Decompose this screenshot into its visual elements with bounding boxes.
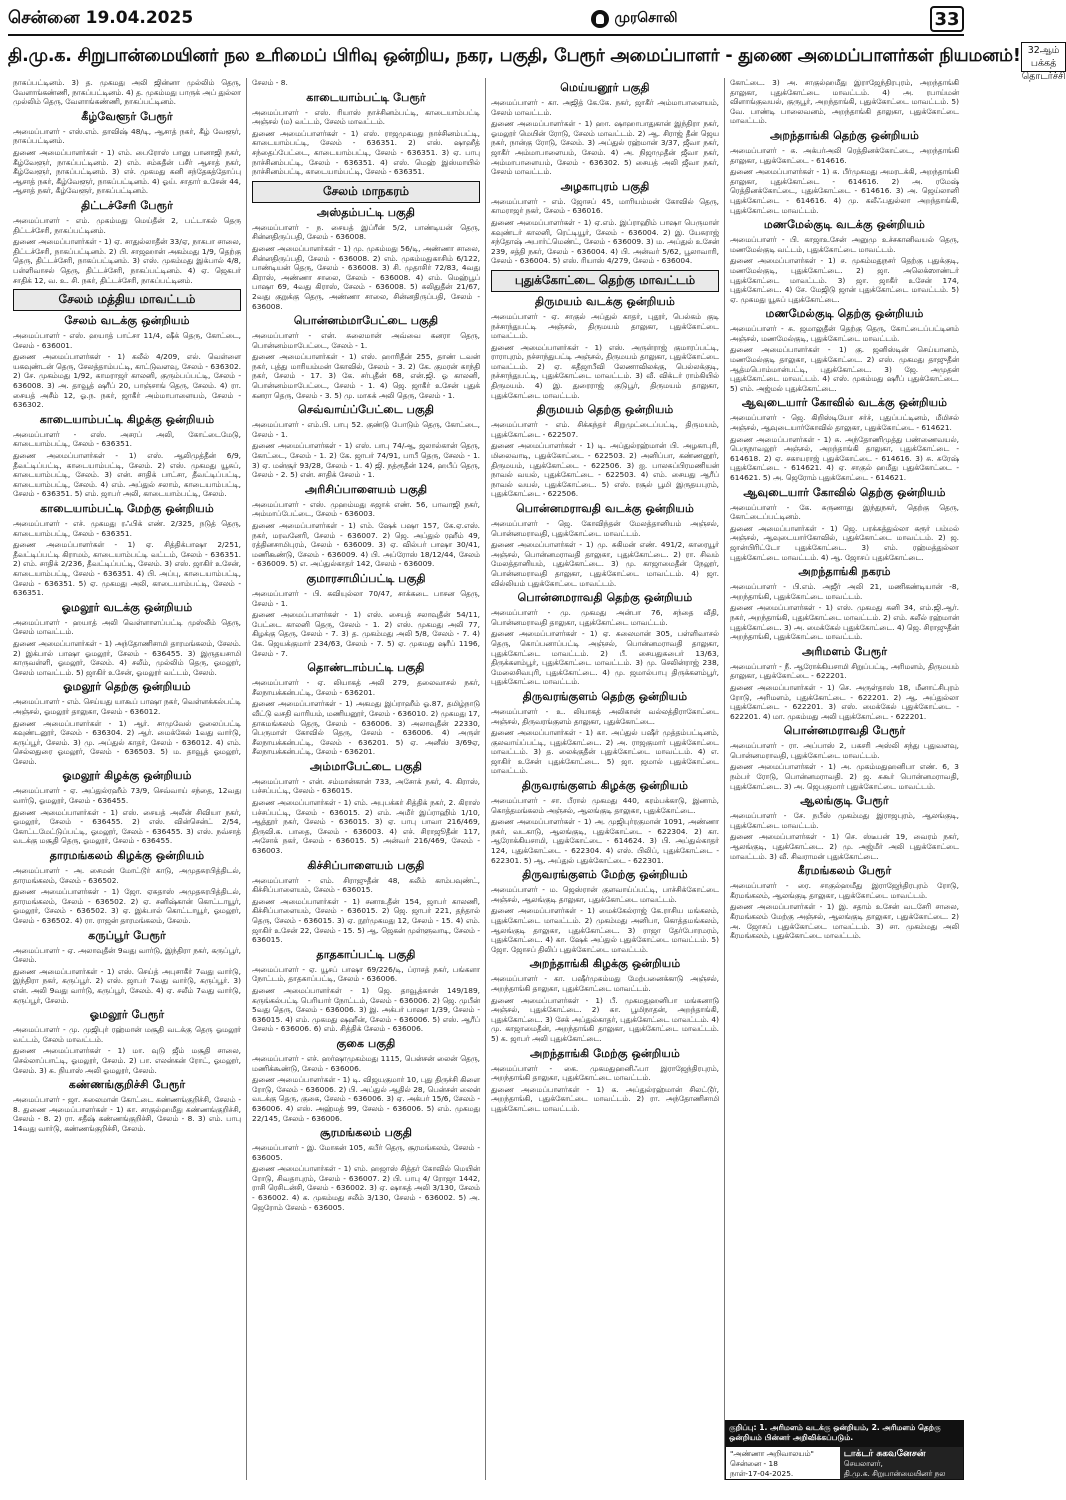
paragraph: அமைப்பாளர் - ஏ. அலாவுதீன் 9வது வார்டு, இந்திரா நகர், கருப்பூர், சேலம். xyxy=(13,945,241,965)
paragraph: துணை அமைப்பாளர்கள் - 1) செ. ஸ்டீபன் 19, வைரம் நகர், ஆலங்குடி, புதுக்கோட்டை. 2) மு. அஜ்மீர் அலி புதுக்கோட்டை மாவட்டம். 3) வீ. சிவராமன் புதுக்கோட்டை. xyxy=(730,832,959,861)
footer-signature xyxy=(840,1447,963,1488)
paragraph: துணை அமைப்பாளர்கள் - 1) டி. விஜயகுமார் 10, புது திருச்சி கிளை ரோடு, சேலம் - 636006. 2) பி. அப்துல் ஆதில் 28, பென்சன் லைன் வடக்கு தெரு, குகை, சேலம் - 636006. 3) ஏ. அக்பர் 15/6, சேலம் - 636006. 4) எஸ். அஹ்மத் 99, சேலம் - 636006. 5) எம். முகமது 22/145, சேலம் - 636006. xyxy=(252,1075,480,1123)
paragraph: அமைப்பாளர் - பி. காஜாஉசேன் அனுமு உச்சகானிவயல் தெரு, மணமேல்குடி வட்டம், புதுக்கோட்டை மாவட்டம். xyxy=(730,235,959,254)
paragraph: அமைப்பாளர் - எம். சிராஜுதீன் 48, கலீம் காம்பவுண்ட், கிச்சிப்பாளையம், சேலம் - 636015. xyxy=(252,875,480,895)
paragraph: துணை அமைப்பாளர்கள் - 1) ச. முகம்மதுநசர் தெற்கு புதுக்குடி, மணமேல்குடி, புதுக்கோட்டை. 2) ஜா. அலெக்ஸாண்டர் புதுக்கோட்டை மாவட்டம். 3) ஜா. ஜாகீர் உசேன் 174, புதுக்கோட்டை. 4) சே. மேஜிடு ஜான் புதுக்கோட்டை மாவட்டம். 5) ஏ. முகமது யூசுப் புதுக்கோட்டை. xyxy=(730,256,959,304)
paragraph: அமைப்பாளர் - கே. சுருணாது இந்துநகர், தெற்கு தெரு, கோட்டைப்பட்டினம். xyxy=(730,502,959,522)
district-heading: சேலம் மத்திய மாவட்டம் xyxy=(13,289,241,311)
paragraph: துணை அமைப்பாளர்கள் - 1) எம். அபுபக்கர் சித்திக் நகர், 2. கிராஸ் பச்சப்பட்டி, சேலம் - 636015. 2) எம். அமீர் இப்ராஹிம் 1/10, ஆத்தூர் நகர், சேலம் - 636015. 3) ஏ. பாபு பாவா 216/469, திருவி.க. பாதை, சேலம் - 636003. 4) எச். சிராஜூதீன் 117, அசோக் நகர், சேலம் - 636015. 5) அன்வர் 216/469, சேலம் - 636003. xyxy=(252,798,480,856)
paragraph: அமைப்பாளர் - ஜெ. கோவிந்தன் மேலத்தானியம் அஞ்சல், பொன்னமராவதி, புதுக்கோட்டை மாவட்டம். xyxy=(491,519,719,538)
paragraph: அமைப்பாளர் - எஸ்.எம். தாவிஷ் 48/டி, ஆசாத் நகர், கீழ் வேளூர், நாகப்பட்டினம். xyxy=(13,126,241,146)
paragraph: அமைப்பாளர் - எம்.பி. பாபு 52. குண்டு போடும் தெரு, கோட்டை, சேலம் - 1. xyxy=(252,420,480,439)
column-4 xyxy=(725,78,964,1488)
paragraph: அமைப்பாளர் - ஏ. லியாகத் அலி 279, தலைவாசல் நகர், சீலநாயக்கன்பட்டி, சேலம் - 636201. xyxy=(252,678,480,697)
paragraph: அமைப்பாளர் - எம். செய்யது யாகூப் பாஷா நகர், வெள்ளக்கல்பட்டி அஞ்சல், ஓமலூர் தாலுகா, சேலம் - 636012. xyxy=(13,697,241,716)
section-subheading: அஸ்தம்பட்டி பகுதி xyxy=(316,205,416,219)
section-subheading: மணமேல்குடி தெற்கு ஒன்றியம் xyxy=(765,307,924,321)
section-subheading: ஓமலூர் தெற்கு ஒன்றியம் xyxy=(63,680,191,694)
section-subheading: கிச்சிப்பாளையம் பகுதி xyxy=(307,858,425,872)
newspaper-name: முரசொலி xyxy=(614,10,678,26)
signatory-title: செயலாளர், xyxy=(843,1459,883,1468)
section-subheading: அறந்தாங்கி தெற்கு ஒன்றியம் xyxy=(769,128,920,142)
section-subheading: செவ்வாய்ப்பேட்டை பகுதி xyxy=(297,403,434,417)
paragraph: அமைப்பாளர் - எஸ். ஹயாத் பாட்சா 11/4, ஷீக் தெரு, கோட்டை, சேலம் - 636001. xyxy=(13,331,241,350)
paragraph: துணை அமைப்பாளர்கள் - 1) அ. முஜிபுர்ரகுமான் 1091, அண்ணா நகர், வடகாடு, ஆலங்குடி, புதுக்கோட்டை - 622304. 2) கா. ஆரோக்கியசாமி, புதுக்கோட்டை - 614624. 3) பி. அப்துல்காதர் 124, புதுக்கோட்டை - 622304. 4) எஸ். பிலிப், புதுக்கோட்டை - 622301. 5) ஆ. அப்துல் புதுக்கோட்டை - 622301. xyxy=(491,817,719,865)
paragraph: துணை அமைப்பாளர்கள் - 1) கா. அப்துல் பஷீர் முத்தம்பட்டினம், குலவாய்ப்பட்டி, புதுக்கோட்டை. 2) அ. ராஜகுமார் புதுக்கோட்டை மாவட்டம். 3) த. லைக்குதீன் புதுக்கோட்டை மாவட்டம். 4) எ. ஜாகிர் உசேன் புதுக்கோட்டை. 5) ஜா. ஜமால் புதுக்கோட்டை மாவட்டம். xyxy=(491,728,719,776)
paragraph: துணை அமைப்பாளர்கள் - 1) கலீல் 4/209, எல். வெள்ளை யகவுண்டன் தெரு, சேலத்தாம்பட்டி, காட்டுவளவு, சேலம் - 636302. 2) சே. முகம்மது 1/92, காமராஜர் காலனி, குரும்பப்பட்டி, சேலம் - 636008. 3) அ. தாவூத் ஷரீப் 20, பாஞ்சாங் தெரு, சேலம். 4) ரா. சையத் அசீம் 12, ஓ.ந. நகர், ஜாகீர் அம்மாபாளையம், சேலம் - 636302. xyxy=(13,352,241,410)
section-subheading: ஆவுடையார் கோவில் தெற்கு ஒன்றியம் xyxy=(743,485,946,499)
section-subheading: ஆவுடையார் கோவில் வடக்கு ஒன்றியம் xyxy=(741,396,948,410)
article-columns xyxy=(8,78,964,1488)
paragraph: அமைப்பாளர் - ஏ. சாகுல் அப்துல் காதர், புதூர், பெல்கம் குடி நச்சாந்துபட்டி அஞ்சல், திருமயம் தாலுகா, புதுக்கோட்டை மாவட்டம். xyxy=(491,311,719,341)
section-subheading: கீழ்வேளூர் பேரூர் xyxy=(81,109,173,123)
section-subheading: அறந்தாங்கி கிழக்கு ஒன்றியம் xyxy=(529,957,681,971)
section-subheading: திட்டச்சேரி பேரூர் xyxy=(81,198,173,212)
section-subheading: சேலம் வடக்கு ஒன்றியம் xyxy=(64,314,190,328)
signature-footer xyxy=(725,1446,964,1488)
paragraph: துணை அமைப்பாளர்கள் - 1) எம். ஹஜாஸ் சித்தர் கோவில் மெயின் ரோடு, சிவதாபுரம், சேலம் - 636007. 2) பி. பாபு 4/ ரோஜா 1442, ராசி ரெசிடன்சி, சேலம் - 636002. 3) ஏ. ஷாகத் அலி 3/130, சேலம் - 636002. 4) க. முகம்மது சலீம் 3/130, சேலம் - 636002. 5) அ. ஜெரோம் சேலம் - 636005. xyxy=(252,1164,480,1212)
signatory-name: டாக்டர் சுகவனேசன் xyxy=(843,1449,926,1459)
paragraph: அமைப்பாளர் - எம். ஜோசப் 45, மாரியம்மன் கோவில் தெரு, காமராஜர் நகர், சேலம் - 636016. xyxy=(491,196,719,216)
section-subheading: மெய்யனூர் பகுதி xyxy=(560,81,650,94)
section-subheading: ஆலங்குடி பேரூர் xyxy=(800,794,889,808)
paragraph: துணை அமைப்பாளர்கள் - 1) டி. அப்துல்ரஹ்மான் பி. அழகாபுரி, மிலைவாடி, புதுக்கோட்டை - 622503. 2) அனிப்பா, கண்ணனூர், திருமயம், புதுக்கோட்டை - 622506. 3) ஐ. பாலசுப்பிரமணியன் நாவல் வயல், புதுக்கோட்டை - 622503. 4) எம். சையது ஆரீப் நாவல் வயல், புதுக்கோட்டை. 5) எஸ். ரசூல் பூமி இருதயபுரம், புதுக்கோட்டை - 622506. xyxy=(491,441,719,499)
paragraph: அமைப்பாளர் - பி. கவியுல்லா 70/47, சாக்கடை பாசன தெரு, சேலம் - 1. xyxy=(252,588,480,608)
section-subheading: ஓமலூர் வடக்கு ஒன்றியம் xyxy=(61,600,193,614)
paragraph: அமைப்பாளர் - ந. சையத் இப்ரீன் 5/2, பாண்டியன் தெரு, சின்னதிருப்பதி, சேலம் - 636008. xyxy=(252,222,480,242)
paragraph: அமைப்பாளர் - ஜா. சுலைமான் கோட்டை கண்ணங்குறிச்சி, சேலம் - 8. துணை அமைப்பாளர்கள் - 1) கா. சாகுல்ஹமீது கண்ணங்குறிச்சி, சேலம் - 8. 2) ரா. சதீஷ் கண்ணங்குறிச்சி, சேலம் - 8. 3) எம். பாபு 14வது வார்டு, கண்ணங்குறிச்சி, சேலம். xyxy=(13,1095,241,1133)
paragraph: துணை அமைப்பாளர்கள் - 1) எஸ். அருள்ராஜ் குமாரப்பட்டி, ராராபுரம், நச்சாந்துபட்டி அஞ்சல், திருமயம் தாலுகா, புதுக்கோட்டை மாவட்டம். 2) ஏ. கதீஜாபீவி லேணாவிலக்கு, பெல்லக்குடி, நச்சாந்துபட்டி, புதுக்கோட்டை மாவட்டம். 3) வீ. விக்டர் ராம்கியில் திருமயம். 4) இ. துரைராஜ் குடுபூர், திருமயம் தாலுகா, புதுக்கோட்டை மாவட்டம். xyxy=(491,342,719,400)
paragraph: துணை அமைப்பாளர்கள் - 1) க. பீர்முகமது அமரடக்கி, அறந்தாங்கி தாலுகா, புதுக்கோட்டை - 614616. 2) அ. ரமேஷ் ரெத்தினக்கோட்டை, புதுக்கோட்டை - 614616. 3) அ. ஜெய்லானி புதுக்கோட்டை - 614616. 4) மு. கலீஃபதுல்லா அறந்தாங்கி, புதுக்கோட்டை மாவட்டம். xyxy=(730,167,959,215)
section-subheading: தாரமங்கலம் கிழக்கு ஒன்றியம் xyxy=(49,849,205,863)
column-1 xyxy=(8,78,247,1480)
section-subheading: மணமேல்குடி வடக்கு ஒன்றியம் xyxy=(763,218,926,232)
paragraph: துணை அமைப்பாளர்கள் - 1) சு. அந்தோணிமுத்து பண்ணைவயல், பெருநாவலூர் அஞ்சல், அறந்தாங்கி தாலுகா, புதுக்கோட்டை - 614618. 2) ஏ. சகாயராஜ் புதுக்கோட்டை - 614616. 3) சு. சுரேஷ் புதுக்கோட்டை - 614621. 4) ஏ. சாகுல் ஹமீது புதுக்கோட்டை - 614621. 5) அ. ஜெரோம் புதுக்கோட்டை - 614621. xyxy=(730,434,959,482)
section-subheading: பொன்னமராவதி வடக்கு ஒன்றியம் xyxy=(516,502,694,515)
section-subheading: அறந்தாங்கி நகரம் xyxy=(798,565,891,579)
continued-box: 32ஆம் பக்கத் தொடர்ச்சி xyxy=(1021,42,1066,72)
paragraph: அமைப்பாளர் - பி.எம். அஜீர் அலி 21, மணிகண்டியான் -8, அறந்தாங்கி, புதுக்கோட்டை மாவட்டம். xyxy=(730,582,959,601)
paragraph: அமைப்பாளர் - மு. முஜிபுர் ரஹ்மான் மசூதி வடக்கு தெரு ஓமலூர் வட்டம், சேலம் மாவட்டம். xyxy=(13,1025,241,1044)
issue-date: சென்னை 19.04.2025 xyxy=(8,8,194,28)
paragraph: துணை அமைப்பாளர்கள் - 1) எஸ். செய்த் அபுசாகீர் 7வது வார்டு, இந்திரா நகர், கருப்பூர். 2) எஸ். ஜாபர் 7வது வார்டு, கருப்பூர். 3) என். அலி 9வது வார்டு, கருப்பூர், சேலம். 4) ஏ. சலீம் 7வது வார்டு, கருப்பூர், சேலம். xyxy=(13,966,241,1005)
paragraph: துணை அமைப்பாளர்கள் - 1) ஏ. சாதுல்லாதீன் 33/ஏ, நாகபா சாலை, திட்டச்சேரி, நாகப்பட்டினம். 2) பி. சாஜஹான் அகம்மது 1/9, தெற்கு தெரு, திட்டச்சேரி, நாகப்பட்டினம். 3) எஸ். முகம்மது இக்பால் 4/8, பள்ளிவாசல் தெரு, திட்டச்சேரி, நாகப்பட்டினம். 4) ஏ. ஜெகபர் சாதிக் 12, வ. உ. சி. நகர், திட்டச்சேரி, நாகப்பட்டினம். xyxy=(13,237,241,285)
section-subheading: பொன்னமராவதி தெற்கு ஒன்றியம் xyxy=(517,591,693,605)
paragraph: அமைப்பாளர் - சு. அக்பர்அலி ரெத்தினக்கோட்டை, அறந்தாங்கி தாலுகா, புதுக்கோட்டை - 614616. xyxy=(730,145,959,165)
paragraph: துணை அமைப்பாளர்கள் - 1) ஜெ. தாவூத்கான் 149/189, கருங்கல்பட்டி பெரியார் நோட்டம், சேலம் - 636006. 2) ஜெ. முபீன் 5வது தெரு, சேலம் - 636006. 3) இ. அக்பர் பாஷா 1/39, சேலம் - 636015. 4) எம். முகமது ஷஹீன், சேலம் - 636006. 5) எஸ். ஆரீப் சேலம் - 636006. 6) எம். சித்திக் சேலம் - 636006. xyxy=(252,985,480,1034)
section-subheading: காடையாம்பட்டி கிழக்கு ஒன்றியம் xyxy=(39,412,215,426)
paragraph: அமைப்பாளர் - சா. பீரால் முகமது 440, கரம்பக்காடு, இனாம், கொத்தமங்கலம் அஞ்சல், ஆலங்குடி தாலுகா, புதுக்கோட்டை. xyxy=(491,796,719,815)
section-subheading: திருவரங்குளம் கிழக்கு ஒன்றியம் xyxy=(521,779,689,793)
paragraph: துணை அமைப்பாளர்கள் - 1) எம். ஷேக் பஷா 157, கே.ஏ.எஸ். நகர், மரவனேரி, சேலம் - 636007. 2) ஜெ. அப்துல் ரஹீம் 49, ரத்தினசாமிபுரம், சேலம் - 636009. 3) ஏ. வில்பர் பாஷா 30/41, மணிகூண்டு, சேலம் - 636009. 4) பி. அப்ரோஸ் 18/12/44, சேலம் - 636009. 5) எ. அப்துல்காதர் 142, சேலம் - 636009. xyxy=(252,521,480,569)
header-rule xyxy=(8,34,964,36)
section-subheading: தாதகாப்பட்டி பகுதி xyxy=(316,947,416,961)
paragraph: துணை அமைப்பாளர்கள் - 1) ஏ. சுலைமான் 305, பள்ளிவாசல் தெரு, கொப்பனாப்பட்டி அஞ்சல், பொன்னமராவதி தாலுகா, புதுக்கோட்டை மாவட்டம். 2) பீ. சையதுசுபைர் 13/63, திருக்களம்பூர், புதுக்கோட்டை மாவட்டம். 3) மு. செலின்ராஜ் 238, மேலைசிவபுரி, புதுக்கோட்டை. 4) மு. ஜமால்பாபு திருக்களம்பூர், புதுக்கோட்டை மாவட்டம். xyxy=(491,629,719,687)
paragraph: அமைப்பாளர் - எச். ஹர்ஷாமுகம்மது 1115, பென்சன் லைன் தெரு, மணிக்கூண்டு, சேலம் - 636006. xyxy=(252,1053,480,1073)
paragraph: அமைப்பாளர் - அ. சைமன் மோட்டூர் காடு, அமுதசுரபித்திடல், தாரமங்கலம், சேலம் - 636502. xyxy=(13,866,241,885)
paragraph: அமைப்பாளர் - ஜெ. கிறிஸ்டியோ சர்ச், புதுப்பட்டினம், மீமிசல் அஞ்சல், ஆவுடையார்கோவில் தாலுகா, புதுக்கோட்டை - 614621. xyxy=(730,413,959,433)
paragraph: அமைப்பாளர் - எஸ். ரியாஸ் நாச்சினம்பட்டி, காடையாம்பட்டி அஞ்சல் (ம) வட்டம், சேலம் மாவட்டம். xyxy=(252,107,480,127)
paragraph: சேலம் - 8. xyxy=(252,78,288,87)
paragraph: நாகப்பட்டினம். 3) த. முகமது அலி ஜின்னா முல்லிம் தெரு, வேளாங்கண்ணி, நாகப்பட்டினம். 4) த. முகம்மது பாருக் அப் துல்லா முல்லிம் தெரு, வேளாங்கண்ணி, நாகப்பட்டினம். xyxy=(13,78,241,107)
paragraph: துணை அமைப்பாளர்கள் - 1) அந்தோணிசாமி தாரமங்கலம், சேலம். 2) இக்பால் பாஷா ஓமலூர், சேலம் - 636455. 3) இருதயசாமி காருவள்ளி, ஓமலூர், சேலம். 4) சலீம், முல்லிம் தெரு, ஓமலூர், சேலம் மாவட்டம். 5) ஜாகிர் உசேன், ஓமலூர் வட்டம், சேலம். xyxy=(13,638,241,677)
section-subheading: திருவரங்குளம் தெற்கு ஒன்றியம் xyxy=(522,689,688,703)
section-subheading: கீரமங்கலம் பேரூர் xyxy=(797,864,892,878)
paragraph: அமைப்பாளர் - இ. மோகன் 105, கபீர் தெரு, சூரமங்கலம், சேலம் - 636005. xyxy=(252,1143,480,1162)
section-subheading: திருவரங்குளம் மேற்கு ஒன்றியம் xyxy=(522,868,688,882)
paragraph: துணை அமைப்பாளர்கள் - 1) மு. சுகிமன் எண். 491/2, காரையூர் அஞ்சல், பொன்னமராவதி தாலுகா, புதுக்கோட்டை. 2) ரா. சிவம் மேலத்தானியம், புதுக்கோட்டை. 3) மு. காஜாமைதீன் நேலூர், பொன்னமராவதி தாலுகா, புதுக்கோட்டை மாவட்டம். 4) ஜா. வில்லியம் புதுக்கோட்டை மாவட்டம். xyxy=(491,540,719,588)
paragraph: அமைப்பாளர் - உ. லியாகத் அலிகான் வல்லத்திராகோட்டை அஞ்சல், திருவரங்குளம் தாலுகா, புதுக்கோட்டை. xyxy=(491,706,719,726)
paragraph: அமைப்பாளர் - கை. முகமதுஹனிஃபா இராஜேந்திரபுரம், அறந்தாங்கி தாலுகா, புதுக்கோட்டை மாவட்டம். xyxy=(491,1063,719,1083)
paragraph: துணை அமைப்பாளர்கள் - 1) க. அப்துல்ரஹ்மான் சிலட்டூர், அறந்தாங்கி, புதுக்கோட்டை மாவட்டம். 2) ரா. அந்தோணிசாமி புதுக்கோட்டை மாவட்டம். xyxy=(491,1084,719,1113)
paragraph: அமைப்பாளர் - எம். சிக்கந்தர் சிறுமுட்டைப்பட்டி, திருமயம், புதுக்கோட்டை - 622507. xyxy=(491,420,719,439)
paragraph: துணை அமைப்பாளர்கள் - 1) ஆர். சாமுவேல் ஓலைப்பட்டி கவுண்டனூர், சேலம் - 636304. 2) ஆர். மைக்கேல் 1வது வார்டு, கருப்பூர், சேலம். 3) மு. அப்துல் காதர், சேலம் - 636012. 4) எம். செல்லதுரை ஓமலூர், சேலம் - 636503. 5) ம. தாவூத் ஓமலூர், சேலம். xyxy=(13,718,241,766)
paragraph: துணை அமைப்பாளர்கள் - 1) சனாஉதீன் 154, ஜாபர் காலணி, கிச்சிப்பாளையம், சேலம் - 636015. 2) ஜெ. ஜாபர் 221, தந்தால் தெரு, சேலம் - 636015. 3) ஏ. நூர்முகமது 12, சேலம் - 15. 4) எம். ஜாகிர் உசேன் 22, சேலம் - 15. 5) ஆ. ஜெகன் முள்ளுவாடி, சேலம் - 636015. xyxy=(252,896,480,945)
section-subheading: திருமயம் வடக்கு ஒன்றியம் xyxy=(534,294,675,308)
paragraph: துணை அமைப்பாளர்கள் - 1) எஸ். ஹாரிதீன் 255, தாண் டவன் நகர், புத்து மாரியம்மன் கோவில், சேலம் - 3. 2) கே. குமரன் காந்தி நகர், சேலம் - 17. 3) கே. சர்புதீன் 68, என்.ஜி. ஓ காலனி, பொன்னம்மாபேட்டை, சேலம் - 1. 4) ஜெ. ஜாகீர் உசேன் புதுக் கனரா தெரு, சேலம் - 3. 5) மு. மாசுக் அலி தெரு, சேலம் - 1. xyxy=(252,352,480,400)
column-2 xyxy=(247,78,486,1480)
paragraph: அமைப்பாளர் - என். சம்மான்கான் 733, அசோக் நகர், 4. கிராஸ், பச்சப்பட்டி, சேலம் - 636015. xyxy=(252,776,480,796)
section-subheading: அரிசிப்பாளையம் பகுதி xyxy=(304,482,428,496)
paragraph: அமைப்பாளர் - எஸ். முஹம்மது சுஜாக் எண். 56, பாவாஜி நகர், அம்மாப்பேட்டை, சேலம் - 636003. xyxy=(252,499,480,519)
paragraph: துணை அமைப்பாளர்கள் - 1) செ. அருள்தாஸ் 18, மீனாட்சிபுரம் ரோடு, அரிமளம், புதுக்கோட்டை - 622201. 2) ஆ. அப்துல்லா புதுக்கோட்டை - 622201. 3) எஸ். மைக்கேல் புதுக்கோட்டை - 622201. 4) மா. முகம்மது அலி புதுக்கோட்டை - 622201. xyxy=(730,682,959,721)
section-subheading: அரிமளம் பேரூர் xyxy=(801,644,888,658)
notice-box: குறிப்பு: 1. அரிமளம் வடக்கு ஒன்றியம், 2. அரிமளம் தெற்கு ஒன்றியம் பின்னர் அறிவிக்கப்படும். xyxy=(725,1420,964,1446)
paragraph: துணை அமைப்பாளர்கள் - 1) எஸ். ஆலிமுத்தீன் 6/9, தீவட்டிப்பட்டி, காடையாம்பட்டி, சேலம். 2) எஸ். முகமது யூசுப், காடையாம்பட்டி, சேலம். 3) என். சாதிக் பாட்சா, தீவட்டிப்பட்டி, காடையாம்பட்டி, சேலம். 4) எம். அப்துல் சலாம், காடையாம்பட்டி, சேலம் - 636351. 5) எம். ஜாபர் அலி, காடையாம்பட்டி, சேலம். xyxy=(13,451,241,499)
column-3 xyxy=(486,78,725,1480)
section-subheading: அழகாபுரம் பகுதி xyxy=(560,179,650,193)
footer-office: "அண்ணா அறிவாலயம்" xyxy=(730,1449,814,1458)
section-subheading: ஓமலூர் பேரூர் xyxy=(89,1008,165,1022)
paragraph: துணை அமைப்பாளர்கள் - 1) அ. முகம்மதுஹனிபா எண். 6, 3 நம்பர் ரோடு, பொன்னமராவதி. 2) ஜ. சுகூர் பொன்னமராவதி, புதுக்கோட்டை. 3) அ. ஜெபகுமார் புதுக்கோட்டை மாவட்டம். xyxy=(730,762,959,791)
paragraph: துணை அமைப்பாளர்கள் - 1) ஜெ. பரக்கத்துல்லா கரூர் பம்மல் அஞ்சல், ஆவுடையார்கோவில், புதுக்கோட்டை மாவட்டம். 2) ஜ. ஜான்பிரிட்டோ புதுக்கோட்டை. 3) எம். ரஹ்மத்துல்லா புதுக்கோட்டை மாவட்டம். 4) ஆ. ஜோசப் புதுக்கோட்டை. xyxy=(730,523,959,562)
footer-city: சென்னை - 18 xyxy=(730,1459,778,1468)
paragraph: துணை அமைப்பாளர்கள் - 1) மா. வுடு ஜீம் மசூதி சாலை, செல்லாப்பாட்டி, ஓமலூர், சேலம். 2) பா. எலன்கன் ரோட், ஓமலூர், சேலம். 3) சு. நியாஸ் அலி ஓமலூர், சேலம். xyxy=(13,1046,241,1075)
paragraph: அமைப்பாளர் - ம. ஜெஸ்ரான் குளவாய்ப்பட்டி, பாச்சிக்கோட்டை அஞ்சல், ஆலங்குடி தாலுகா, புதுக்கோட்டை மாவட்டம். xyxy=(491,885,719,904)
paragraph: அமைப்பாளர் - எஸ். அசரப் அலி, கோட்டைமேடு, காடையாம்பட்டி, சேலம் - 636351. xyxy=(13,429,241,449)
paragraph: கோட்டை. 3) அ. சாகுல்ஹமீது இராஜேந்திரபுரம், அறந்தாங்கி தாலுகா, புதுக்கோட்டை மாவட்டம். 4) அ. ரபாய்மன் விளாங்குவயல், குருபூர், அறந்தாங்கி, புதுக்கோட்டை மாவட்டம். 5) வே. பாண்டி பாலைவனம், அறந்தாங்கி தாலுகா, புதுக்கோட்டை மாவட்டம். xyxy=(730,78,959,126)
headline: தி.மு.க. சிறுபான்மையினர் நல உரிமைப் பிரிவு ஒன்றிய, நகர, பகுதி, பேரூர் அமைப்பாளர் - துணை அமைப்பாளர்கள் நியமனம்! xyxy=(8,46,1021,66)
page-number: 33 xyxy=(930,6,964,32)
paragraph: துணை அமைப்பாளர்கள் - 1) எஸ். பாபு 74/ஆ, ஜலால்கான் தெரு, கோட்டை, சேலம் - 1. 2) கே. ஜாபர் 74/91, பாபீ தெரு, சேலம் - 1. 3) ஏ. மன்சூர் 93/28, சேலம் - 1. 4) ஜி. நத்ரூதீன் 124, ஹபீப் தெரு, சேலம் - 2. 5) என். சாதிக் சேலம் - 1. xyxy=(252,441,480,480)
paragraph: துணை அமைப்பாளர்கள் - 1) கு. ஜனிஸ்டின் செய்யானம், மணமேல்குடி தாலுகா, புதுக்கோட்டை. 2) எஸ். முகமது தாஜுதீன் ஆத்மபொம்மான்பட்டி, புதுக்கோட்டை. 3) ஜே. அமுதன் புதுக்கோட்டை மாவட்டம். 4) எஸ். முகம்மது ஷரீப் புதுக்கோட்டை. 5) எம். அஜ்மல் புதுக்கோட்டை. xyxy=(730,345,959,393)
paragraph: அமைப்பாளர் - என். சுலைமான் அவ்வை கனரா தெரு, பொன்னம்மாபேட்டை, சேலம் - 1. xyxy=(252,331,480,350)
section-subheading: பொன்னம்மாபேட்டை பகுதி xyxy=(293,314,439,328)
paragraph: துணை அமைப்பாளர்கள் - 1) ஜோ. ஏசுதாஸ் அமுதசுரபித்திடல், தாரமங்கலம், சேலம் - 636502. 2) ஏ. சனிஷ்கான் கொட்டாயூர், ஓமலூர், சேலம் - 636502. 3) ஏ. இக்பால் கொட்டாயூர், ஓமலூர், சேலம் - 636502. 4) ரா. ராஜன் தாரமங்கலம், சேலம். xyxy=(13,887,241,925)
paragraph: அமைப்பாளர் - மு. முகமது அன்பா 76, சந்தை வீதி, பொன்னமராவதி தாலுகா, புதுக்கோட்டை மாவட்டம். xyxy=(491,608,719,627)
section-subheading: கருப்பூர் பேரூர் xyxy=(88,928,166,942)
footer-date: நாள்-17-04-2025. xyxy=(730,1469,794,1478)
section-subheading: சூரமங்கலம் பகுதி xyxy=(320,1126,412,1140)
paragraph: அமைப்பாளர் - சு. ஜமாலுதீன் தெற்கு தெரு, கோட்டைப்பட்டினம் அஞ்சல், மணமேல்குடி, புதுக்கோட்டை மாவட்டம். xyxy=(730,324,959,343)
section-subheading: குகை பகுதி xyxy=(336,1036,396,1050)
section-subheading: கண்ணங்குறிச்சி பேரூர் xyxy=(68,1078,186,1092)
paragraph: துணை அமைப்பாளர்கள் - 1) இ. சதாம் உசேன் வடசேரி சாலை, கீரமங்கலம் மேற்கு அஞ்சல், ஆலங்குடி தாலுகா, புதுக்கோட்டை. 2) அ. ஜோசப் புதுக்கோட்டை மாவட்டம். 3) சா. முகம்மது அலி கீரமங்கலம், புதுக்கோட்டை மாவட்டம். xyxy=(730,902,959,941)
section-subheading: தொண்டாம்பட்டி பகுதி xyxy=(307,661,425,675)
paragraph: அமைப்பாளர் - ஏ. அப்துல்ரஹீம் 73/9, செவ்வாய் சந்தை, 12வது வார்டு, ஓமலூர், சேலம் - 636455. xyxy=(13,786,241,806)
section-subheading: குமாரசாமிப்பட்டி பகுதி xyxy=(306,571,426,585)
district-heading: சேலம் மாநகரம் xyxy=(252,181,480,203)
paragraph: அமைப்பாளர் - நீ. ஆரோக்கியசாமி சிறுப்பட்டி, அரிமளம், திருமயம் தாலுகா, புதுக்கோட்டை - 622201. xyxy=(730,661,959,681)
paragraph: துணை அமைப்பாளர்கள் - 1) மு. முகம்மது 56/டி, அண்ணா சாலை, சின்னதிருப்பதி, சேலம் - 636008. 2) எம். முகம்மதுகாசிம் 6/122, பாண்டியன் தெரு, சேலம் - 636008. 3) சி. முதாசிர் 72/83, 4வது கிராஸ், அண்ணா சாலை, சேலம் - 636008. 4) எம். மெஹ்பூப் பாஷா 69, 4வது கிராஸ், சேலம் - 636008. 5) சுலிதுதீன் 21/67, 2வது குறுக்கு தெரு, அண்ணா சாலை, சின்னதிருப்பதி, சேலம் - 636008. xyxy=(252,243,480,311)
paragraph: அமைப்பாளர் - கா. பஷீர்முகம்மது மேற்பனைக்காடு அஞ்சல், அறந்தாங்கி தாலுகா, புதுக்கோட்டை மாவட்டம். xyxy=(491,974,719,993)
paragraph: அமைப்பாளர் - எம். முகம்மது மெய்தீன் 2, பட்டாகல் தெரு திட்டச்சேரி, நாகப்பட்டினம். xyxy=(13,215,241,235)
paragraph: துணை அமைப்பாளர்கள் - 1) அகமது இப்ராஹீம் ஓ.87, தமிழ்நாடு வீட்டு வசதி வாரியம், மணியனூர், சேலம் - 636010. 2) முகமது 17, தாகமங்கலம் தெரு, சேலம் - 636006. 3) அலாவுதீன் 22330, பெருமாள் கோவில் தெரு, சேலம் - 636006. 4) அருள் சீலநாயக்கன்பட்டி, சேலம் - 636201. 5) ஏ. அனீஸ் 3/69ஏ, சீலநாயக்கன்பட்டி, சேலம் - 636201. xyxy=(252,699,480,757)
paragraph: அமைப்பாளர் - ரா. அப்பாஸ் 2, பகசரி அஸ்லி சந்து புதுவளவு, பொன்னமராவதி, புதுக்கோட்டை மாவட்டம். xyxy=(730,741,959,760)
section-subheading: அம்மாபேட்டை பகுதி xyxy=(309,759,423,773)
paragraph: துணை அமைப்பாளர்கள் - 1) எஸ். சையத் அலீன் சிவியா நகர், ஓமலூர், சேலம் - 636455. 2) எஸ். வின்சென்ட் 2/54, கோட்டமேட்டுப்பட்டி, ஓமலூர், சேலம் - 636455. 3) எஸ். நவ்சாத் வடக்கு மசூதி தெரு, ஓமலூர், சேலம் - 636455. xyxy=(13,807,241,846)
section-subheading: பொன்னமராவதி பேரூர் xyxy=(783,724,906,738)
section-subheading: காடையாம்பட்டி பேரூர் xyxy=(306,90,426,104)
footer-address xyxy=(726,1447,840,1479)
paragraph: அமைப்பாளர் - ஏ. யூசப் பாஷா 69/226/டி, ப்ராசத் நகர், பங்களா நோட்டம், தாதகாப்பட்டி, சேலம் - 636006. xyxy=(252,964,480,984)
masthead xyxy=(338,10,930,28)
paragraph: அமைப்பாளர் - ஹயாத் அலி வெள்ளாளப்பட்டி முஸ்லீம் தெரு, சேலம் மாவட்டம். xyxy=(13,617,241,637)
section-subheading: திருமயம் தெற்கு ஒன்றியம் xyxy=(536,403,674,417)
signatory-wing: தி.மு.க. சிறுபான்மையினர் நல உரிமைப் பிரிவு xyxy=(843,1469,946,1488)
paragraph: துணை அமைப்பாளர்கள் - 1) ஹா. ஷாஹாபாதுகான் இந்திரா நகர், ஓமலூர் மெயின் ரோடு, சேலம் மாவட்டம். 2) ஆ. சிராஜ் தீன் ஜெய நகர், நான்கு ரோடு, சேலம். 3) அப்துல் ரஹ்மான் 3/37, ஜீவா நகர், ஜாகீர் அம்மாபாளையம், சேலம். 4) அ. நிஜாமுதீன் ஜீவா நகர், அம்மாபாளையம், சேலம் - 636302. 5) சையத் அலி ஜீவா நகர், சேலம் மாவட்டம். xyxy=(491,119,719,177)
paragraph: அமைப்பாளர் - சே. நபீஸ் முகம்மது இராஜபுரம், ஆலங்குடி, புதுக்கோட்டை மாவட்டம். xyxy=(730,811,959,830)
paragraph: துணை அமைப்பாளர்கள் - 1) எஸ். சையத் சலாவுதீன் 54/11, பேட்டை காலனி தெரு, சேலம் - 1. 2) எஸ். முகமது அலி 77, கிழக்கு தெரு, சேலம் - 7. 3) த. முகம்மது அலி 5/8, சேலம் - 7. 4) கே. ஜெயக்குமார் 234/63, சேலம் - 7. 5) ஏ. முகமது ஷரீப் 1196, சேலம் - 7. xyxy=(252,610,480,658)
paragraph: துணை அமைப்பாளர்கள் - 1) மைக்கேல்ராஜ் கே.ராசிய மங்கலம், புதுக்கோட்டை மாவட்டம். 2) முகம்மது அனிபா, கொத்தமங்கலம், ஆலங்குடி தாலுகா, புதுக்கோட்டை. 3) ராஜா தேர்போரமரம், புதுக்கோட்டை. 4) கா. ஷேக் அப்துல் புதுக்கோட்டை மாவட்டம். 5) ஜோ. ஜோசப் திலிப் புதுக்கோட்டை மாவட்டம். xyxy=(491,906,719,954)
section-subheading: காடையாம்பட்டி மேற்கு ஒன்றியம் xyxy=(40,502,214,515)
paragraph: அமைப்பாளர் - ரை. சாகுல்ஹமீது இராஜேந்திரபுரம் ரோடு, கீரமங்கலம், ஆலங்குடி தாலுகா, புதுக்கோட்டை மாவட்டம். xyxy=(730,881,959,900)
paragraph: துணை அமைப்பாளர்கள் - 1) பீ. முகமதுஹனிபா மங்கனாடு அஞ்சல், புதுக்கோட்டை. 2) கா. பூமிநாதன், அறந்தாங்கி, புதுக்கோட்டை. 3) சேக் அப்துல்காதர், புதுக்கோட்டை மாவட்டம். 4) மு. காஜாமைதீன், அறந்தாங்கி தாலுகா, புதுக்கோட்டை மாவட்டம். 5) க. ஜாபர் அலி புதுக்கோட்டை. xyxy=(491,995,719,1043)
paragraph: துணை அமைப்பாளர்கள் - 1) எஸ். ராஜமுகமது நாச்சினம்பட்டி, காடையாம்பட்டி, சேலம் - 636351. 2) எஸ். ஷாஹீத் சந்தைப்பேட்டை, காடையாம்பட்டி, சேலம் - 636351. 3) ஏ. பாபு நாச்சினம்பட்டி, சேலம் - 636351. 4) எஸ். மெஹ் இஸ்மாயில் நாச்சினம்பட்டி, காடையாம்பட்டி, சேலம் - 636351. xyxy=(252,128,480,177)
paragraph: துணை அமைப்பாளர்கள் - 1) ஏ. சித்திக்பாஷா 2/251, தீவட்டிப்பட்டி கிராமம், காடையாம்பட்டி வட்டம், சேலம் - 636351. 2) எம். சாதிக் 2/236, தீவட்டிப்பட்டி, சேலம். 3) எஸ். ஜாகிர் உசேன், காடையாம்பட்டி, சேலம் - 636351. 4) பி. அப்பு, காடையாம்பட்டி, சேலம் - 636351. 5) ஏ. முகமது அலி, காடையாம்பட்டி, சேலம் - 636351. xyxy=(13,540,241,598)
paragraph: துணை அமைப்பாளர்கள் - 1) எஸ். முகமது கனி 34, எம்.ஜி.ஆர். நகர், அறந்தாங்கி, புதுக்கோட்டை மாவட்டம். 2) எம். கலீல் ரஹ்மான் புதுக்கோட்டை. 3) அ. மைக்கேல் புதுக்கோட்டை. 4) ஜெ. சிராஜுதீன் அறந்தாங்கி, புதுக்கோட்டை மாவட்டம். xyxy=(730,603,959,642)
section-subheading: ஓமலூர் கிழக்கு ஒன்றியம் xyxy=(62,769,192,783)
paragraph: துணை அமைப்பாளர்கள் - 1) எம். பைரோஸ் பானு பானாஜி நகர், கீழ்வேளூர், நாகப்பட்டினம். 2) எம். சம்சுதீன் பசீர் ஆசாத் நகர், கீழ்வேளூர், நாகப்பட்டினம். 3) எச். முகமது கனி சந்தேகத்தோப்பு ஆசாத் நகர், கீழ்வேளூர், நாகப்பட்டினம். 4) ஓய். சாதார் உசேன் 44, ஆசாத் நகர், கீழ்வேளூர், நாகப்பட்டினம். xyxy=(13,147,241,196)
paragraph: அமைப்பாளர் - கா. அஜித் கே.கே. நகர், ஜாகீர் அம்மாபாளையம், சேலம் மாவட்டம். xyxy=(491,98,719,117)
section-subheading: அறந்தாங்கி மேற்கு ஒன்றியம் xyxy=(530,1046,680,1060)
headline-row xyxy=(8,40,1066,82)
paragraph: துணை அமைப்பாளர்கள் - 1) ஏ.எம். இப்ராஹிம் பாஷா பெருமாள் கவுண்டர் காலனி, ரெட்டியூர், சேலம் - 636004. 2) இ. யேசுராஜ் சந்தோஷ் அபார்ட்மெண்ட், சேலம் - 636009. 3) ம. அப்துல் உசேன் 239, சத்தி நகர், சேலம் - 636004. 4) பி. அன்வர் 5/62, பூலாவாரி, சேலம் - 636004. 5) எஸ். ரியாஸ் 4/279, சேலம் - 636004. xyxy=(491,217,719,266)
masthead-bar xyxy=(8,6,964,32)
sun-logo-icon xyxy=(591,10,609,28)
district-heading: புதுக்கோட்டை தெற்கு மாவட்டம் xyxy=(491,270,719,292)
paragraph: அமைப்பாளர் - எச். முகமது ரஃபிக் எண். 2/325, நடுத் தெரு, காடையாம்பட்டி, சேலம் - 636351. xyxy=(13,519,241,538)
